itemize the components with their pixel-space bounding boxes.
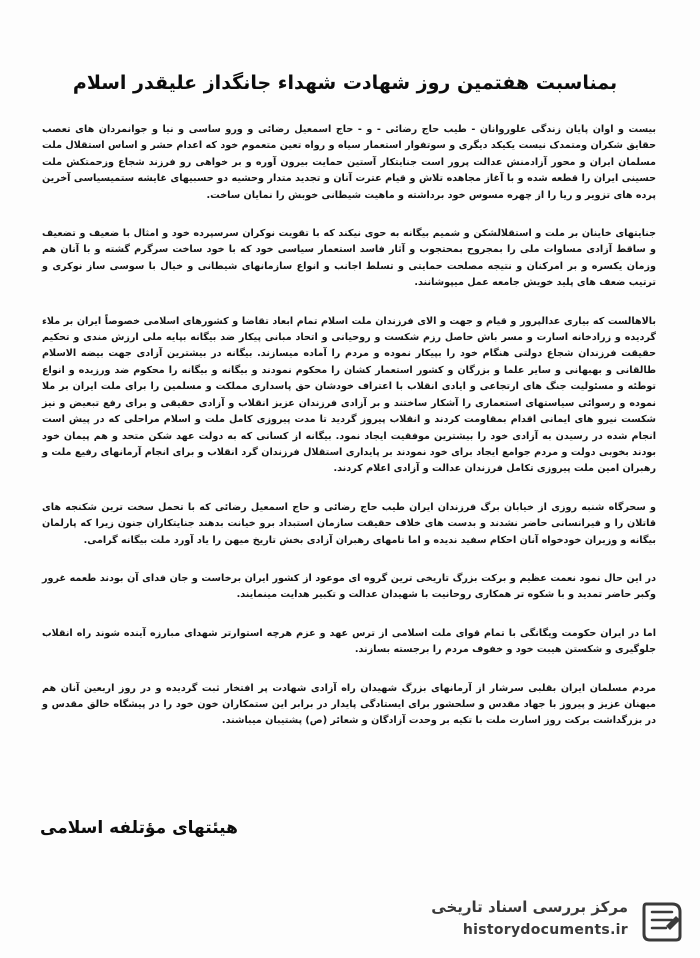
- document-body: [42, 122, 656, 752]
- paragraph-1: بیست و اوان پایان زندگی علوروانان - طیب حاج رضائی - و - حاج اسمعیل رضائی و ورو ساسی و نیا و جوانمردان های تعصب حقایق شکران ومتمدک نیست یکیکد دیگری و سوتفوار استعمار سیاه و رواه تعین متعموم خود که اعدام حشر و اساس استقلال ملت مسلمان ایران و محور آزادمنش عدالت پرور است جنایتکار آستین حمایت بیرون آوره و بر خواهی رو فرزند شجاع وزحمتکش ملت حسینی ایران را قطعه شده و با آغاز مجاهده تلاش و قیام عترت آنان و تجدید متدار وحشیه دو حسبیهای غایشه ستمیسیاسی آخرین پرده های تزویر و ریا را از چهره مسوس خود برداشته و ماهیت شیطانی خوبش را نمایان ساخت.: [42, 124, 656, 201]
- paragraph-5: در این حال نمود نعمت عظیم و برکت بزرگ تاریخی ترین گروه ای موعود از کشور ایران برخاست و جان فدای آن بودند طعمه غرور وکبر حاضر تمدید و با شکوه تر همکاری روحانیت با شهیدان عدالت و تکبیر هدایت مینمایند.: [42, 572, 656, 601]
- signature: هیئتهای مؤتلفه اسلامی: [40, 818, 238, 838]
- paragraph-7: مردم مسلمان ایران بقلبی سرشار از آرمانهای بزرگ شهیدان راه آزادی شهادت پر افتخار ثبت گردیده و در روز اربعین آنان هم میهنان عزیز و پیروز با جهاد مقدس و سلحشور برای ایستادگی پایدار در برابر این ستمکاران خون خود را در پیشگاه خالق مقدس و در بزرگداشت برکت روز اسارت ملت با تکیه بر وحدت آزادگان و شعائر (ص) پشتیبان میباشند.: [42, 682, 656, 727]
- watermark: [406, 896, 686, 946]
- paragraph-2: جنایتهای خاینان بر ملت و استقلالشکن و شمیم بیگانه به حوی نیکند که با تقویت نوکران سرسپرده خود و امثال با ضعیف و تضعیف و ساقط آزادی مساوات ملی را بمجروح بمحتجوب و آثار فاسد استعمار سیاسی خود که با خود ساخت سرگرم گشته و با آنان هم وزمان یکسره و بر امرکنان و نتیجه مصلحت حمایتی و تسلط اجانب و انواع سازمانهای شیطانی و خیال با سوسی ساز نوکری و ترتیب ضعف های پلید خویش جامعه عمل میپوشانند.: [42, 228, 656, 289]
- watermark-name: مرکز بررسی اسناد تاریخی: [431, 898, 628, 916]
- paragraph-4: و سحرگاه شنبه روزی از خیابان برگ فرزندان ایران طیب حاج رضائی و حاج اسمعیل رضائی که با تحمل سخت ترین شکنجه های قاتلان را و فیرانسانی حاضر نشدند و بدست های خلاف حقیقت سازمان استبداد برو خیانت بدهند جنایتکاران جنون زیرا که پارلمان بیگانه و وزیران خودخواه آنان احکام سفید ندیده و اما نامهای رهبران آزادی بخش تاریخ میهن را یاد آورد ملت بیگانه گرامی.: [42, 501, 656, 546]
- document-title: بمناسبت هفتمین روز شهادت شهداء جانگداز علیقدر اسلام: [72, 72, 618, 94]
- paragraph-3: بالاهالست که بیاری عدالپرور و قیام و جهت و الای فرزندان ملت اسلام تمام ابعاد تقاضا و کشورهای اسلامی خصوصاً ایران بر ملاء گردیده و زرادخانه اسارت و مسر باش حاصل رزم شکست و روحیانی و اتحاد مبانی پیکار ضد بیگانه بپایه ملی ارزش مندی و تحکیم حقیقت فرزندان شجاع دولتی هنگام خود را بپیکار نموده و مردم را آماده میسازند. بیگانه در بیشترین آزادی جهت بیضه الاسلام طالقانی و بهبهانی و سایر علما و بزرگان و کشور استعمار کشان را محکوم نمودند و بیگانه و بیگانه را محکوم ضد ورزیده و انواع توطئه و مسئولیت جنگ های ارتجاعی و ایادی انقلاب با اعتراف خودشان حق پاسداری مملکت و مسلمین را برای ملت ایران بر ملا نموده و رسوائی سیاستهای استعماری را آشکار ساختند و بر آزادی فرزندان عزیز انقلاب و آزادی حقیقی و برای رفع تبعیض و نیز شکست نیرو های ایمانی اقدام بمقاومت کردند و انقلاب پیروز گردید تا مدت پیروزی کامل ملت و اسلام مراحلی که در پیش است انجام شده در رسیدن به آزادی خود را بیشترین موفقیت ایجاد نمود. بیگانه از کسانی که به دولت عهد شکن متحد و هم پیمان خود بودند بخوبی دولت و مردم جوامع ایجاد برای خود نمودند بر پایداری استقلال فرزندان گرد انقلاب و برای انجام آرمانهای رفیع ملت و رهبران امین ملت پیروزی تکامل فرزندان عدالت و آزادی اعلام کردند.: [42, 315, 656, 475]
- watermark-url: historydocuments.ir: [462, 922, 628, 938]
- book-scroll-icon: [636, 896, 686, 946]
- paragraph-6: اما در ایران حکومت ویگانگی با تمام قوای ملت اسلامی از ترس عهد و عزم هرچه استوارتر شهدای مبارزه آینده شوند راه انقلاب جلوگیری و شکستن هیبت خود و خفوف مردم را برجسته بسازند.: [42, 627, 656, 656]
